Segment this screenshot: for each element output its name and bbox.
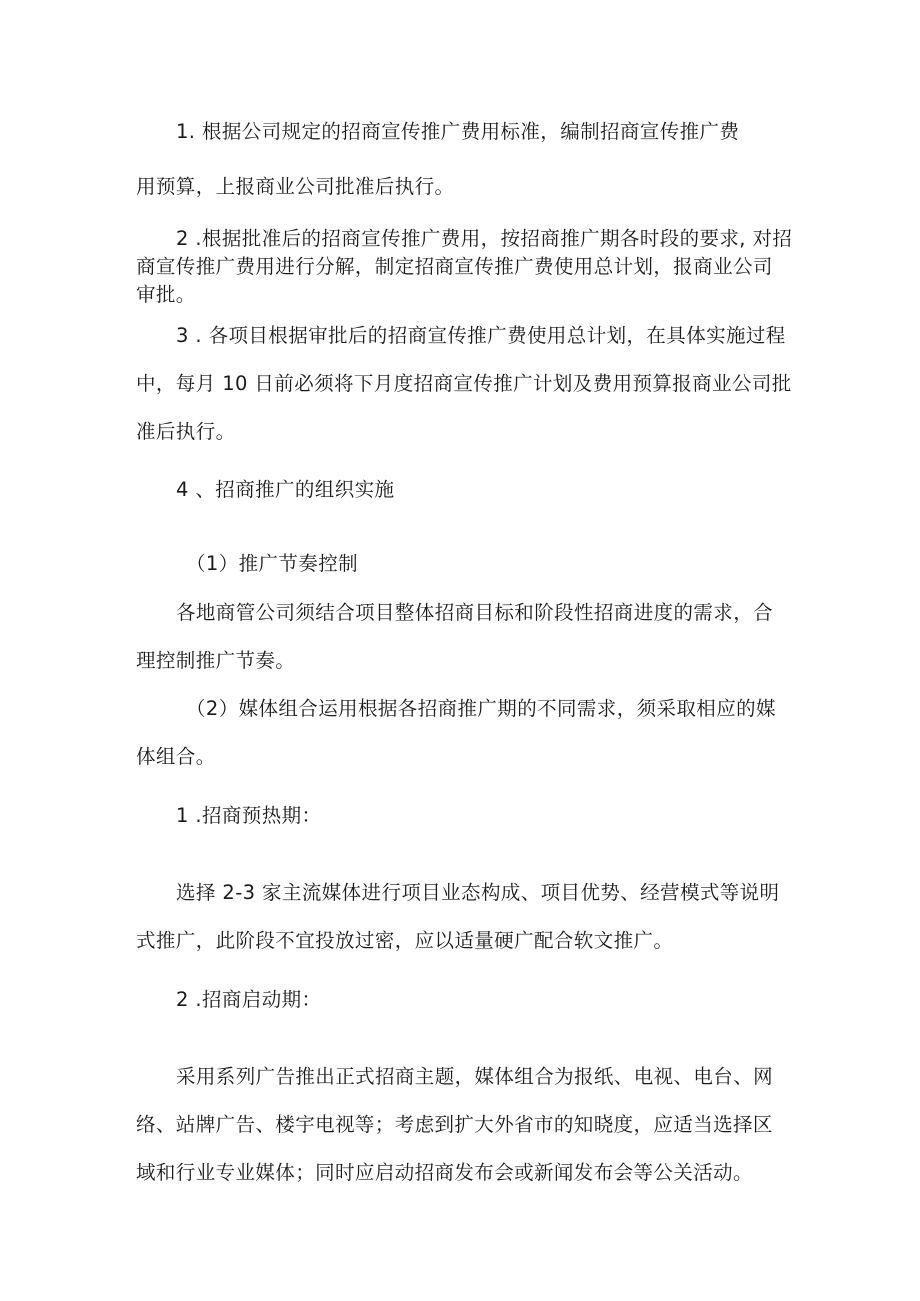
- paragraph-line: 用预算，上报商业公司批准后执行。: [136, 175, 455, 198]
- paragraph-line: 式推广，此阶段不宜投放过密，应以适量硬广配合软文推广。: [136, 929, 674, 952]
- paragraph-line: 商宣传推广费用进行分解，制定招商宣传推广费使用总计划，报商业公司: [136, 255, 773, 278]
- paragraph-line: 选择 2-3 家主流媒体进行项目业态构成、项目优势、经营模式等说明: [176, 881, 780, 904]
- paragraph-line: 络、站牌广告、楼宇电视等；考虑到扩大外省市的知晓度，应适当选择区: [136, 1113, 773, 1136]
- paragraph-line: 1. 根据公司规定的招商宣传推广费用标准，编制招商宣传推广费: [176, 120, 740, 143]
- subsection-heading: （2）媒体组合运用根据各招商推广期的不同需求，须采取相应的媒: [186, 697, 776, 720]
- paragraph-line: 2 .根据批准后的招商宣传推广费用，按招商推广期各时段的要求, 对招: [176, 227, 793, 250]
- subsection-heading: （1）推广节奏控制: [186, 552, 359, 575]
- paragraph-line: 域和行业专业媒体；同时应启动招商发布会或新闻发布会等公关活动。: [136, 1161, 753, 1184]
- paragraph-line: 中，每月 10 日前必须将下月度招商宣传推广计划及费用预算报商业公司批: [136, 372, 792, 395]
- paragraph-line: 各地商管公司须结合项目整体招商目标和阶段性招商进度的需求，合: [176, 601, 774, 624]
- paragraph-line: 采用系列广告推出正式招商主题，媒体组合为报纸、电视、电台、网: [176, 1065, 774, 1088]
- phase-heading: 2 .招商启动期：: [176, 988, 322, 1011]
- paragraph-line: 体组合。: [136, 745, 216, 768]
- paragraph-line: 3 . 各项目根据审批后的招商宣传推广费使用总计划，在具体实施过程: [176, 324, 786, 347]
- section-heading: 4 、招商推广的组织实施: [176, 478, 395, 501]
- paragraph-line: 审批。: [136, 283, 196, 306]
- paragraph-line: 理控制推广节奏。: [136, 649, 296, 672]
- phase-heading: 1 .招商预热期：: [176, 804, 322, 827]
- paragraph-line: 准后执行。: [136, 420, 236, 443]
